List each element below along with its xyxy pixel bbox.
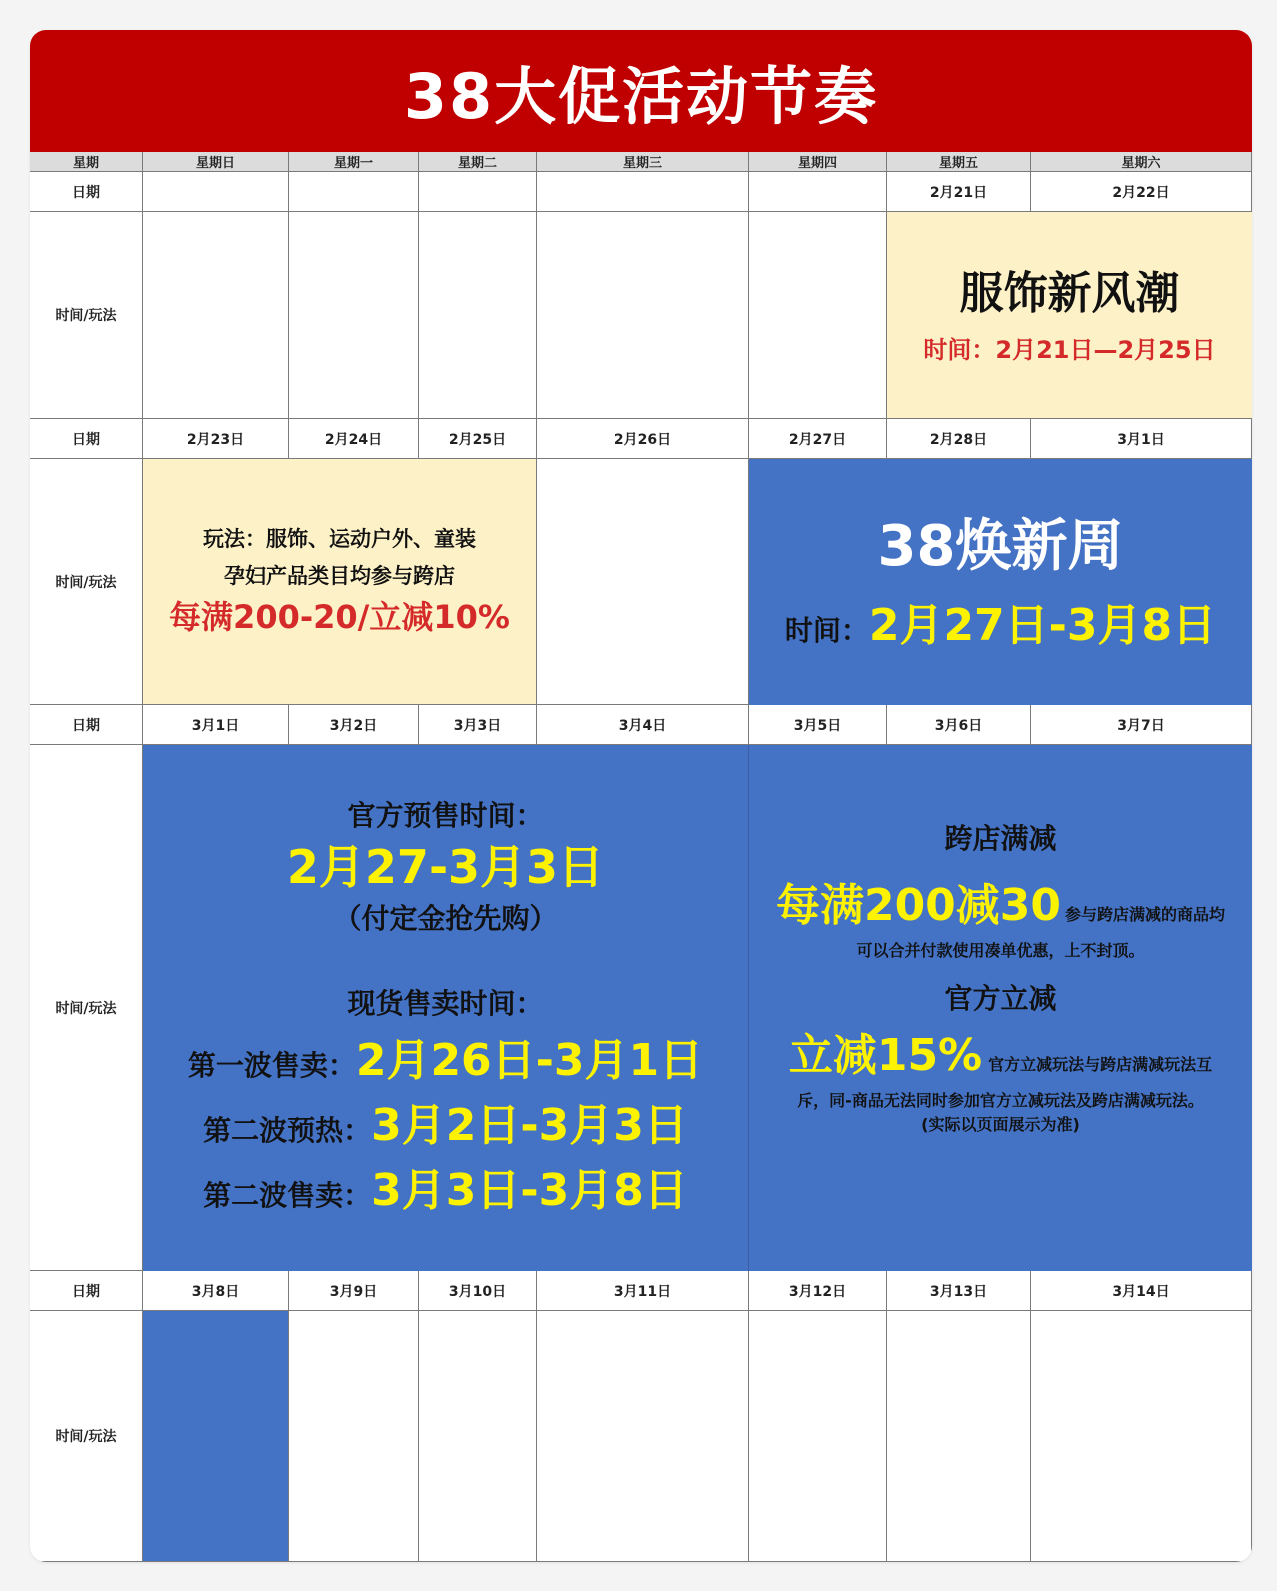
play-row-label: 时间/玩法 <box>30 1311 143 1562</box>
date-cell: 2月24日 <box>289 419 419 459</box>
date-cell: 3月6日 <box>887 705 1031 745</box>
header-day-tue: 星期二 <box>419 152 537 172</box>
header-day-fri: 星期五 <box>887 152 1031 172</box>
play-cell <box>537 1311 749 1562</box>
wave1-label: 第一波售卖： <box>187 1048 356 1082</box>
play-cell <box>749 1311 887 1562</box>
date-cell: 3月3日 <box>419 705 537 745</box>
fashion-event-time: 时间：2月21日—2月25日 <box>923 335 1216 364</box>
date-cell: 3月5日 <box>749 705 887 745</box>
play-cell <box>537 212 749 419</box>
wave3-label: 第二波售卖： <box>203 1178 372 1212</box>
play-cell <box>537 459 749 705</box>
presale-label: 官方预售时间： <box>347 799 544 833</box>
header-week-label: 星期 <box>30 152 143 172</box>
official-cut-title: 官方立减 <box>944 982 1057 1015</box>
header-day-mon: 星期一 <box>289 152 419 172</box>
official-cut-note1: 官方立减玩法与跨店满减玩法互 <box>988 1055 1213 1074</box>
date-cell: 3月10日 <box>419 1271 537 1311</box>
renew-week-title: 38焕新周 <box>877 513 1124 579</box>
date-row-label: 日期 <box>30 172 143 212</box>
play-cell <box>143 212 289 419</box>
official-cut-offer-row <box>789 1028 1212 1083</box>
date-cell <box>749 172 887 212</box>
page-title: 38大促活动节奏 <box>403 59 879 133</box>
date-cell <box>537 172 749 212</box>
date-cell: 3月12日 <box>749 1271 887 1311</box>
date-cell: 3月2日 <box>289 705 419 745</box>
play-cell <box>887 1311 1031 1562</box>
date-row-label: 日期 <box>30 419 143 459</box>
wave2-range: 3月2日-3月3日 <box>371 1099 688 1151</box>
date-cell: 2月25日 <box>419 419 537 459</box>
header-day-sun: 星期日 <box>143 152 289 172</box>
date-cell: 3月1日 <box>143 705 289 745</box>
wave2-row <box>203 1098 688 1153</box>
date-cell <box>143 172 289 212</box>
header-day-sat: 星期六 <box>1031 152 1252 172</box>
presale-range: 2月27-3月3日 <box>286 840 605 895</box>
spot-sale-label: 现货售卖时间： <box>347 986 544 1020</box>
official-cut-note3: (实际以页面展示为准) <box>921 1115 1080 1134</box>
schedule-sheet <box>30 30 1252 1562</box>
play-rules-discount: 每满200-20/立减10% <box>169 597 510 636</box>
date-cell: 3月8日 <box>143 1271 289 1311</box>
play-rules-line2: 孕妇产品类目均参与跨店 <box>224 563 455 588</box>
date-cell: 3月4日 <box>537 705 749 745</box>
cross-store-offer: 每满200减30 <box>775 880 1062 931</box>
official-cut-note2: 斥，同-商品无法同时参加官方立减玩法及跨店满减玩法。 <box>797 1091 1204 1110</box>
date-cell: 2月26日 <box>537 419 749 459</box>
renew-week-time <box>785 598 1216 653</box>
title-banner <box>30 30 1252 152</box>
date-cell: 3月1日 <box>1031 419 1252 459</box>
date-cell: 2月23日 <box>143 419 289 459</box>
wave2-label: 第二波预热： <box>203 1113 372 1147</box>
play-cell <box>1031 1311 1252 1562</box>
play-cell-highlight <box>143 1311 289 1562</box>
date-cell: 3月14日 <box>1031 1271 1252 1311</box>
calendar-grid <box>30 152 1252 1562</box>
date-cell: 2月22日 <box>1031 172 1252 212</box>
play-rules-line1: 玩法：服饰、运动户外、童装 <box>203 527 476 552</box>
cross-store-offer-row <box>776 878 1225 933</box>
presale-block <box>143 745 749 1271</box>
cross-store-offer-note: 参与跨店满减的商品均 <box>1065 905 1226 924</box>
date-cell: 3月11日 <box>537 1271 749 1311</box>
wave1-range: 2月26日-3月1日 <box>355 1034 704 1086</box>
play-cell <box>419 1311 537 1562</box>
header-day-wed: 星期三 <box>537 152 749 172</box>
play-rules-block <box>143 459 537 705</box>
date-cell: 3月7日 <box>1031 705 1252 745</box>
cross-store-note: 可以合并付款使用凑单优惠，上不封顶。 <box>856 941 1145 960</box>
date-cell: 2月21日 <box>887 172 1031 212</box>
date-cell: 2月28日 <box>887 419 1031 459</box>
play-cell <box>419 212 537 419</box>
date-cell <box>289 172 419 212</box>
date-row-label: 日期 <box>30 705 143 745</box>
cross-store-block <box>749 745 1252 1271</box>
renew-week-time-value: 2月27日-3月8日 <box>868 599 1217 651</box>
play-row-label: 时间/玩法 <box>30 459 143 705</box>
date-cell <box>419 172 537 212</box>
play-row-label: 时间/玩法 <box>30 745 143 1271</box>
date-cell: 3月13日 <box>887 1271 1031 1311</box>
play-cell <box>289 212 419 419</box>
play-row-label: 时间/玩法 <box>30 212 143 419</box>
renew-week-block <box>749 459 1252 705</box>
date-cell: 2月27日 <box>749 419 887 459</box>
wave1-row <box>188 1033 703 1088</box>
play-cell <box>749 212 887 419</box>
play-cell <box>289 1311 419 1562</box>
date-cell: 3月9日 <box>289 1271 419 1311</box>
date-row-label: 日期 <box>30 1271 143 1311</box>
wave3-row <box>203 1163 688 1218</box>
renew-week-time-label: 时间： <box>784 613 869 647</box>
official-cut-offer: 立减15% <box>788 1030 983 1081</box>
cross-store-title: 跨店满减 <box>944 822 1057 855</box>
header-day-thu: 星期四 <box>749 152 887 172</box>
fashion-event-title: 服饰新风潮 <box>959 267 1180 319</box>
presale-note: （付定金抢先购） <box>333 901 558 935</box>
wave3-range: 3月3日-3月8日 <box>371 1164 688 1216</box>
fashion-event-block <box>887 212 1252 419</box>
